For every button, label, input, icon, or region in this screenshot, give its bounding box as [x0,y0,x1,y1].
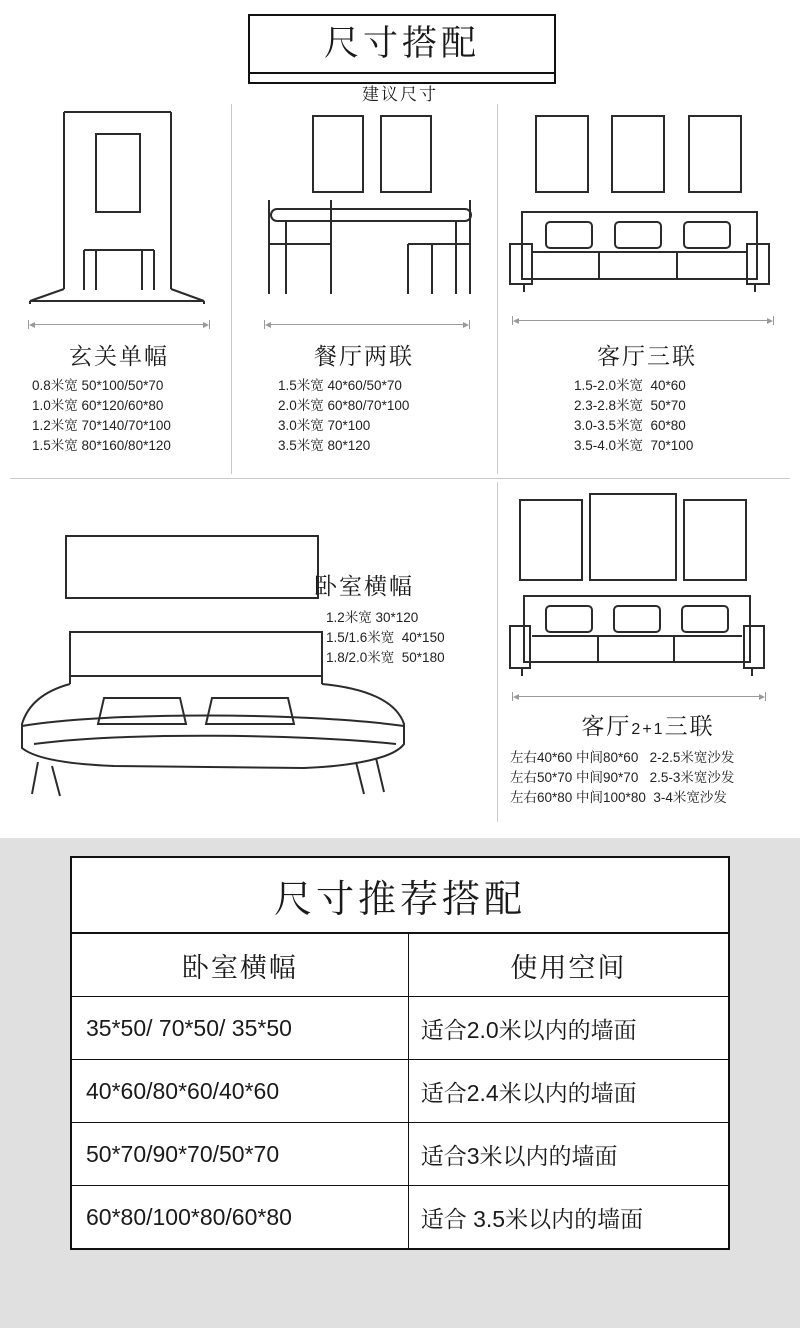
line-item: 左右60*80 中间100*80 3-4米宽沙发 [510,790,727,805]
panel-lines-entryway [32,376,232,456]
panel-caption-living-2plus1 [502,708,794,741]
table-row [71,1186,729,1250]
table-header-1: 使用空间 [408,933,729,997]
table-cell-size: 40*60/80*60/40*60 [71,1060,408,1123]
panel-caption-bedroom: 卧室横幅 [314,573,414,599]
line-item: 1.2米宽 30*120 [326,610,419,625]
panel-bedroom-horizontal [4,486,496,820]
line-item: 左右40*60 中间80*60 2-2.5米宽沙发 [510,750,735,765]
panel-caption-entryway: 玄关单幅 [69,343,169,369]
line-item: 左右50*70 中间90*70 2.5-3米宽沙发 [510,770,735,785]
table-cell-size: 50*70/90*70/50*70 [71,1123,408,1186]
panel-dining-two [236,104,492,474]
table-row [71,1060,729,1123]
divider-horizontal-mid [10,478,790,479]
line-item: 1.2米宽 70*140/70*100 [32,418,171,433]
dining-width-measure [264,320,470,329]
table-title: 尺寸推荐搭配 [71,857,729,933]
table-cell-space: 适合 3.5米以内的墙面 [408,1186,729,1250]
panel-entryway-single [8,104,230,474]
line-item: 2.3-2.8米宽 50*70 [574,398,686,413]
table-cell-space: 适合2.0米以内的墙面 [408,997,729,1060]
panel-lines-bedroom [326,608,506,668]
entryway-illustration [8,104,230,319]
line-item: 1.0米宽 60*120/60*80 [32,398,164,413]
panel-lines-living-2plus1 [510,748,800,808]
table-row [71,997,729,1060]
dining-illustration [236,104,492,319]
table-title-row [71,857,729,933]
caption-part-tail: 三联 [664,713,715,739]
line-item: 3.0米宽 70*100 [278,418,371,433]
caption-part-main: 客厅 [581,713,632,739]
page-title: 尺寸搭配 [250,16,554,74]
table-header-0: 卧室横幅 [71,933,408,997]
line-item: 0.8米宽 50*100/50*70 [32,378,164,393]
recommendation-table [70,856,730,1250]
recommendation-table-section [0,838,800,1328]
living-three-illustration [502,104,792,319]
page-subtitle: 建议尺寸 [362,85,438,104]
line-item: 1.5-2.0米宽 40*60 [574,378,686,393]
table-header-row [71,933,729,997]
table-cell-size: 35*50/ 70*50/ 35*50 [71,997,408,1060]
caption-part-suffix: 2+1 [631,721,665,738]
line-item: 1.5米宽 40*60/50*70 [278,378,402,393]
table-row [71,1123,729,1186]
line-item: 2.0米宽 60*80/70*100 [278,398,410,413]
living-three-width-measure [512,316,774,325]
line-item: 3.0-3.5米宽 60*80 [574,418,686,433]
living-2plus1-illustration [502,486,794,726]
line-item: 1.8/2.0米宽 50*180 [326,650,445,665]
line-item: 3.5米宽 80*120 [278,438,371,453]
header-box [248,14,556,84]
panel-living-three [502,104,792,474]
panel-lines-dining [278,376,498,456]
table-cell-space: 适合2.4米以内的墙面 [408,1060,729,1123]
panel-caption-dining: 餐厅两联 [314,343,414,369]
table-cell-size: 60*80/100*80/60*80 [71,1186,408,1250]
panel-caption-living-three: 客厅三联 [597,343,697,369]
panel-lines-living-three [574,376,800,456]
living-2plus1-width-measure [512,692,766,701]
line-item: 1.5米宽 80*160/80*120 [32,438,171,453]
table-cell-space: 适合3米以内的墙面 [408,1123,729,1186]
entryway-width-measure [28,320,210,329]
panel-living-2plus1 [502,486,794,820]
line-item: 3.5-4.0米宽 70*100 [574,438,694,453]
line-item: 1.5/1.6米宽 40*150 [326,630,445,645]
